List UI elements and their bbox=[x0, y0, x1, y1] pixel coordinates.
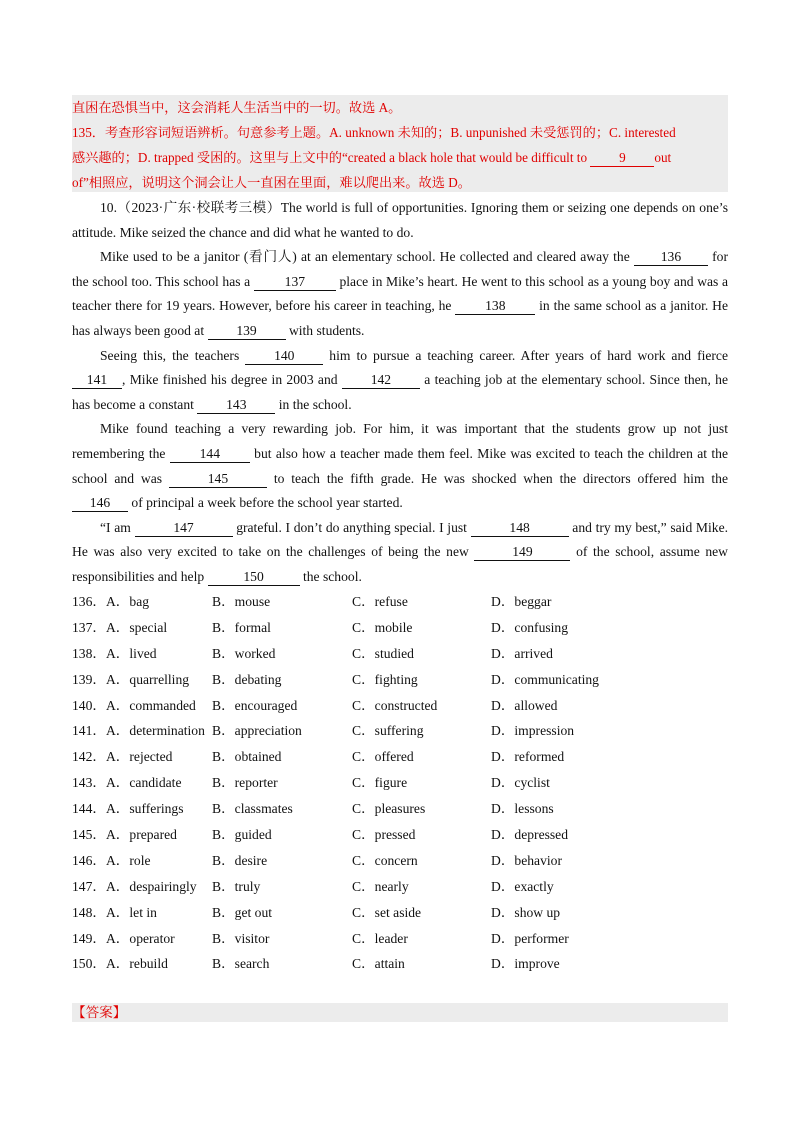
option-row: 141．A．determination B．appreciation C．suffering D．impression bbox=[72, 723, 575, 739]
blank-146: 146 bbox=[72, 495, 128, 512]
explanation-line: 感兴趣的；D. trapped 受困的。这里与上文中的“created a black hole that would be difficult to 9 out bbox=[72, 150, 672, 165]
option-row: 149．A．operator B．visitor C．leader D．performer bbox=[72, 930, 569, 946]
option-row: 138．A．lived B．worked C．studied D．arrived bbox=[72, 645, 553, 661]
option-row: 140．A．commanded B．encouraged C．constructed D．allowed bbox=[72, 697, 558, 713]
option-row: 146．A．role B．desire C．concern D．behavior bbox=[72, 852, 562, 868]
option-row: 143．A．candidate B．reporter C．figure D．cyclist bbox=[72, 775, 550, 791]
paragraph-1: Mike used to be a janitor (看门人) at an elementary school. He collected and cleared away the 136 for the school too. This school has a 137 place in Mike’s heart. He went to this school as a young boy and was a teacher there for 19 years. However, before his career in teaching, he 138 in the same school as a janitor. He has always been good at 139 with students. bbox=[72, 249, 728, 338]
explanation-line: 135．考查形容词短语辨析。句意参考上题。A. unknown 未知的；B. unpunished 未受惩罚的；C. interested bbox=[72, 125, 676, 140]
paragraph-4: “I am 147 grateful. I don’t do anything special. I just 148 and try my best,” said Mike. He was also very excited to take on the challenges of being the new 149 of the school, assume new responsibilities and help 150 the school. bbox=[72, 519, 729, 584]
option-row: 137．A．special B．formal C．mobile D．confusing bbox=[72, 619, 569, 635]
paragraph-3: Mike found teaching a very rewarding job. For him, it was important that the students grow up not just remembering the 144 but also how a teacher made them feel. Mike was excited to teach the children at the school and was 145 to teach the fifth grade. He was shocked when the directors offered him the 146 of principal a week before the school year started. bbox=[72, 421, 729, 511]
cloze-passage bbox=[72, 196, 728, 590]
blank-150: 150 bbox=[208, 569, 300, 586]
blank-140: 140 bbox=[245, 348, 323, 365]
blank-139: 139 bbox=[208, 323, 286, 340]
blank-137: 137 bbox=[254, 274, 336, 291]
paragraph-2: Seeing this, the teachers 140 him to pursue a teaching career. After years of hard work and fierce 141 , Mike finished his degree in 2003 and 142 a teaching job at the elementary school. Since then, he has become a constant 143 in the school. bbox=[72, 347, 729, 412]
previous-answer-explanation bbox=[72, 95, 728, 192]
blank-145: 145 bbox=[169, 471, 267, 488]
explanation-line: of”相照应，说明这个洞会让人一直困在里面，难以爬出来。故选 D。 bbox=[72, 175, 471, 190]
option-row: 139．A．quarrelling B．debating C．fighting D．communicating bbox=[72, 671, 599, 687]
blank-9: 9 bbox=[590, 150, 654, 167]
option-row: 144．A．sufferings B．classmates C．pleasures D．lessons bbox=[72, 801, 554, 817]
answer-options bbox=[72, 589, 728, 977]
passage-intro: 10.（2023·广东·校联考三模）The world is full of opportunities. Ignoring them or seizing one depends on one’s attitude. Mike seized the chance and did what he wanted to do. bbox=[72, 200, 728, 240]
blank-148: 148 bbox=[471, 520, 569, 537]
blank-138: 138 bbox=[455, 298, 535, 315]
blank-149: 149 bbox=[474, 544, 570, 561]
option-row: 142．A．rejected B．obtained C．offered D．reformed bbox=[72, 749, 565, 765]
blank-136: 136 bbox=[634, 249, 708, 266]
option-row: 148．A．let in B．get out C．set aside D．show up bbox=[72, 904, 561, 920]
blank-142: 142 bbox=[342, 372, 420, 389]
blank-144: 144 bbox=[170, 446, 250, 463]
option-row: 150．A．rebuild B．search C．attain D．improve bbox=[72, 956, 560, 972]
option-row: 147．A．despairingly B．truly C．nearly D．exactly bbox=[72, 878, 554, 894]
option-row: 136．A．bag B．mouse C．refuse D．beggar bbox=[72, 594, 552, 609]
blank-147: 147 bbox=[135, 520, 233, 537]
blank-141: 141 bbox=[72, 372, 122, 389]
option-row: 145．A．prepared B．guided C．pressed D．depressed bbox=[72, 827, 569, 843]
blank-143: 143 bbox=[197, 397, 275, 414]
explanation-line: 直困在恐惧当中，这会消耗人生活当中的一切。故选 A。 bbox=[72, 100, 402, 115]
answer-heading: 【答案】 bbox=[72, 1003, 728, 1022]
